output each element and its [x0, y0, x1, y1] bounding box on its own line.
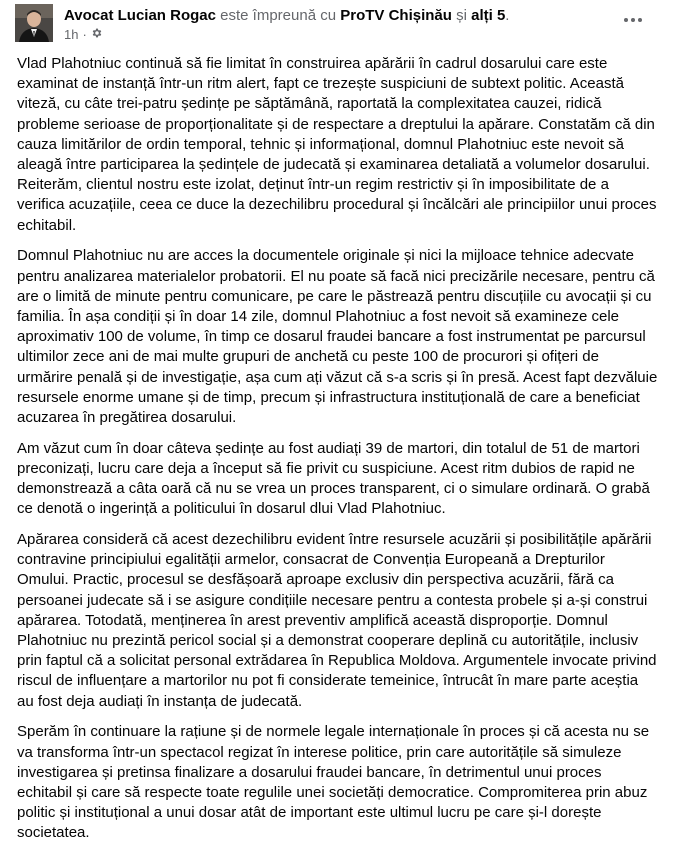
- post-paragraph: Vlad Plahotniuc continuă să fie limitat în construirea apărării în cadrul dosarului care este examinat de instanță într-un ritm alert, fapt ce trezește suspiciuni de subtext politic. Această viteză, cu câte trei-patru ședințe pe săptămână, raportată la complexitatea cauzei, ridică probleme serioase de proporționalitate și de respectare a dreptului la apărare. Constatăm că din cauza limitărilor de ordin temporal, tehnic și informațional, domnul Plahotniuc este nevoit să aleagă între participarea la ședințele de judecată și examinarea detaliată a volumelor dosarului. Reiterăm, clientul nostru este izolat, deținut într-un regim restrictiv și în imposibilitate de a verifica acuzațiile, ceea ce duce la dezechilibru procedural și încălcări ale principiilor unui proces echitabil.: [17, 55, 657, 234]
- post-body: [8, 50, 664, 844]
- gear-icon[interactable]: [91, 27, 103, 42]
- post-timestamp[interactable]: 1h: [64, 27, 79, 42]
- header-text: [64, 6, 614, 42]
- post-header: [8, 0, 664, 50]
- post-meta: [64, 27, 614, 42]
- post-paragraph: Apărarea consideră că acest dezechilibru evident între resursele acuzării și posibilitățile apărării contravine principiului egalității armelor, consacrat de Convenția Europeană a Drepturilor Omului. Practic, procesul se desfășoară aproape exclusiv din perspectiva acuzării, fără ca persoanei judecate să i se asigure condițiile necesare pentru a contesta probele și a-și construi apărarea. Totodată, menținerea în arest preventiv amplifică această disproporție. Domnul Plahotniuc nu prezintă pericol social și a demonstrat cooperare deplină cu autoritățile, inclusiv prin faptul că a solicitat personal extrădarea în Republica Moldova. Argumentele invocate privind riscul de influențare a martorilor nu pot fi considerate temeinice, întrucât în mare parte aceștia au fost deja audiați în instanța de judecată.: [17, 530, 657, 710]
- tagged-page-link[interactable]: ProTV Chișinău: [340, 7, 452, 24]
- more-options-icon[interactable]: [616, 8, 650, 32]
- connector-with: este împreună cu: [220, 7, 337, 24]
- meta-separator: ·: [82, 27, 87, 42]
- connector-and: și: [456, 7, 467, 24]
- title-period: .: [505, 7, 510, 24]
- author-name[interactable]: Avocat Lucian Rogac: [64, 7, 216, 24]
- tagged-others-link[interactable]: alți 5: [471, 7, 506, 24]
- post-paragraph: Sperăm în continuare la rațiune și de normele legale internaționale în proces și că acesta nu se va transforma într-un spectacol regizat în interese politice, prin care autoritățile să simuleze investigarea și pretinsa finalizare a dosarului fraudei bancare, în detrimentul unui proces echitabil și care să respecte toate regulile unei societăți democratice. Compromiterea prin abuz politic și instituțional a unui dosar atât de important este ultimul lucru pe care și-l dorește societatea.: [17, 723, 650, 842]
- header-title: [64, 6, 614, 25]
- post-paragraph: Am văzut cum în doar câteva ședințe au fost audiați 39 de martori, din totalul de 51 de martori preconizați, lucru care deja a început să fie privit cu suspiciune. Acest ritm dubios de rapid ne demonstrează a câta oară că nu se vrea un proces transparent, ci o simulare ordinară. O grabă ce denotă o ingerință a politicului în dosarul dlui Vlad Plahotniuc.: [17, 439, 650, 518]
- post-paragraph: Domnul Plahotniuc nu are acces la documentele originale și nici la mijloace tehnice adecvate pentru analizarea materialelor probatorii. El nu poate să facă nici precizările necesare, pentru că are o limită de minute pentru comunicare, pe care le păstrează pentru discuțiile cu avocații și cu familia. În așa condiții și în doar 14 zile, domnul Plahotniuc a fost nevoit să examineze cele aproximativ 100 de volume, în timp ce dosarul fraudei bancare a fost instrumentat pe parcursul ultimilor zece ani de mai multe grupuri de anchetă cu peste 100 de procurori și ofițeri de urmărire penală și de investigație, așa cum ați văzut că s-a scris și în presă. Acest fapt dezvăluie resursele enorme umane și de timp, precum și infrastructura instituțională de care a beneficiat acuzarea în pregătirea dosarului.: [17, 247, 658, 426]
- avatar[interactable]: [15, 4, 53, 42]
